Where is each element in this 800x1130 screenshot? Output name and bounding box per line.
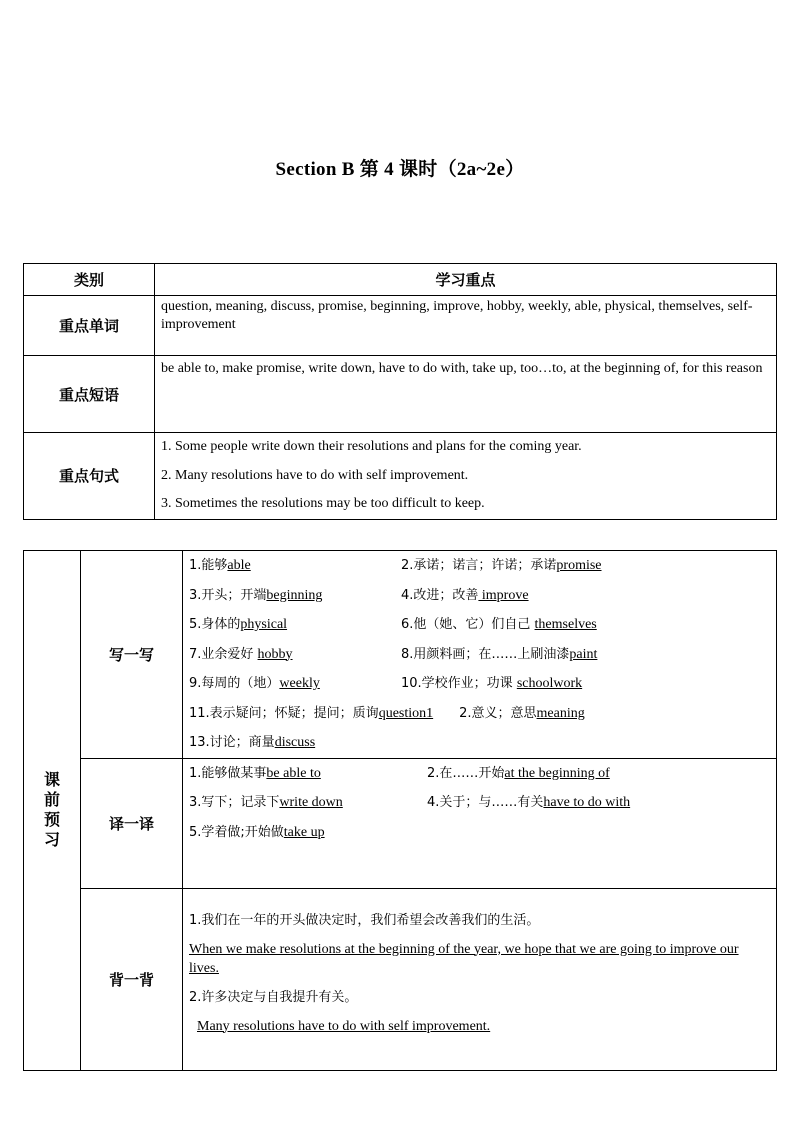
- answer: write down: [279, 795, 343, 810]
- preview-table: [23, 550, 777, 1071]
- focus-table: [23, 263, 777, 520]
- recite-section: [183, 888, 777, 1070]
- answer: discuss: [274, 735, 316, 750]
- header-category: 类别: [24, 264, 155, 296]
- answer: schoolwork: [516, 676, 583, 691]
- write-line-7: 13.讨论；商量discuss: [189, 735, 316, 750]
- write-line-6: 11.表示疑问；怀疑；提问；质询question1 2.意义；意思meaning: [189, 705, 585, 721]
- answer: take up: [283, 824, 325, 840]
- page-title: Section B 第 4 课时（2a~2e）: [275, 159, 525, 180]
- recite-label: 背一背: [81, 888, 183, 1070]
- preview-side-label: 课 前 预 习: [24, 551, 81, 1071]
- translate-line-1: 1.能够做某事be able to 2.在……开始at the beginning of: [189, 765, 610, 781]
- write-line-3: 5.身体的physical 6.他（她、它）们自己 themselves: [189, 617, 597, 632]
- answer: hobby: [257, 646, 293, 662]
- write-label: 写一写: [81, 551, 183, 759]
- sentence-3: 3. Sometimes the resolutions may be too difficult to keep.: [161, 496, 485, 511]
- category-words: 重点单词: [24, 296, 155, 356]
- answer: have to do with: [543, 795, 631, 810]
- translate-section: [183, 758, 777, 888]
- answer: be able to: [266, 765, 321, 781]
- answer: able: [227, 558, 251, 573]
- key-sentences: [155, 433, 777, 520]
- answer: beginning: [266, 587, 323, 603]
- category-sentences: 重点句式: [24, 433, 155, 520]
- translate-label: 译一译: [81, 758, 183, 888]
- answer: physical: [240, 617, 288, 632]
- write-line-1: 1.能够able 2.承诺；诺言；许诺；承诺promise: [189, 558, 602, 573]
- answer: improve: [478, 587, 529, 603]
- category-phrases: 重点短语: [24, 356, 155, 433]
- recite-answer-2-wrap: [189, 1017, 770, 1036]
- recite-answer-2: Many resolutions have to do with self improvement.: [197, 1018, 491, 1034]
- answer: question1: [378, 705, 434, 721]
- recite-question-2: 2.许多决定与自我提升有关。: [189, 989, 358, 1005]
- answer: weekly: [279, 676, 320, 691]
- answer: paint: [569, 646, 598, 662]
- write-section: [183, 551, 777, 759]
- answer: at the beginning of: [504, 765, 610, 781]
- answer: themselves: [534, 617, 597, 632]
- recite-question-1: 1.我们在一年的开头做决定时，我们希望会改善我们的生活。: [189, 912, 540, 928]
- write-line-4: 7.业余爱好 hobby 8.用颜料画；在……上刷油漆paint: [189, 646, 598, 662]
- answer: meaning: [536, 705, 585, 721]
- answer: promise: [556, 558, 602, 573]
- recite-answer-1: When we make resolutions at the beginning of the year, we hope that we are going to improve our lives.: [189, 941, 739, 976]
- write-line-2: 3.开头；开端beginning 4.改进；改善 improve: [189, 587, 529, 603]
- sentence-1: 1. Some people write down their resolutions and plans for the coming year.: [161, 439, 582, 454]
- translate-line-3: 5.学着做;开始做take up: [189, 824, 325, 840]
- translate-line-2: 3.写下；记录下write down 4.关于；与……有关have to do with: [189, 795, 631, 810]
- sentence-2: 2. Many resolutions have to do with self improvement.: [161, 467, 469, 483]
- key-words: question, meaning, discuss, promise, beginning, improve, hobby, weekly, able, physical, themselves, self-improvement: [155, 296, 777, 356]
- key-phrases: be able to, make promise, write down, have to do with, take up, too…to, at the beginning of, for this reason: [155, 356, 777, 433]
- write-line-5: 9.每周的（地）weekly 10.学校作业；功课 schoolwork: [189, 676, 583, 691]
- header-focus: 学习重点: [155, 264, 777, 296]
